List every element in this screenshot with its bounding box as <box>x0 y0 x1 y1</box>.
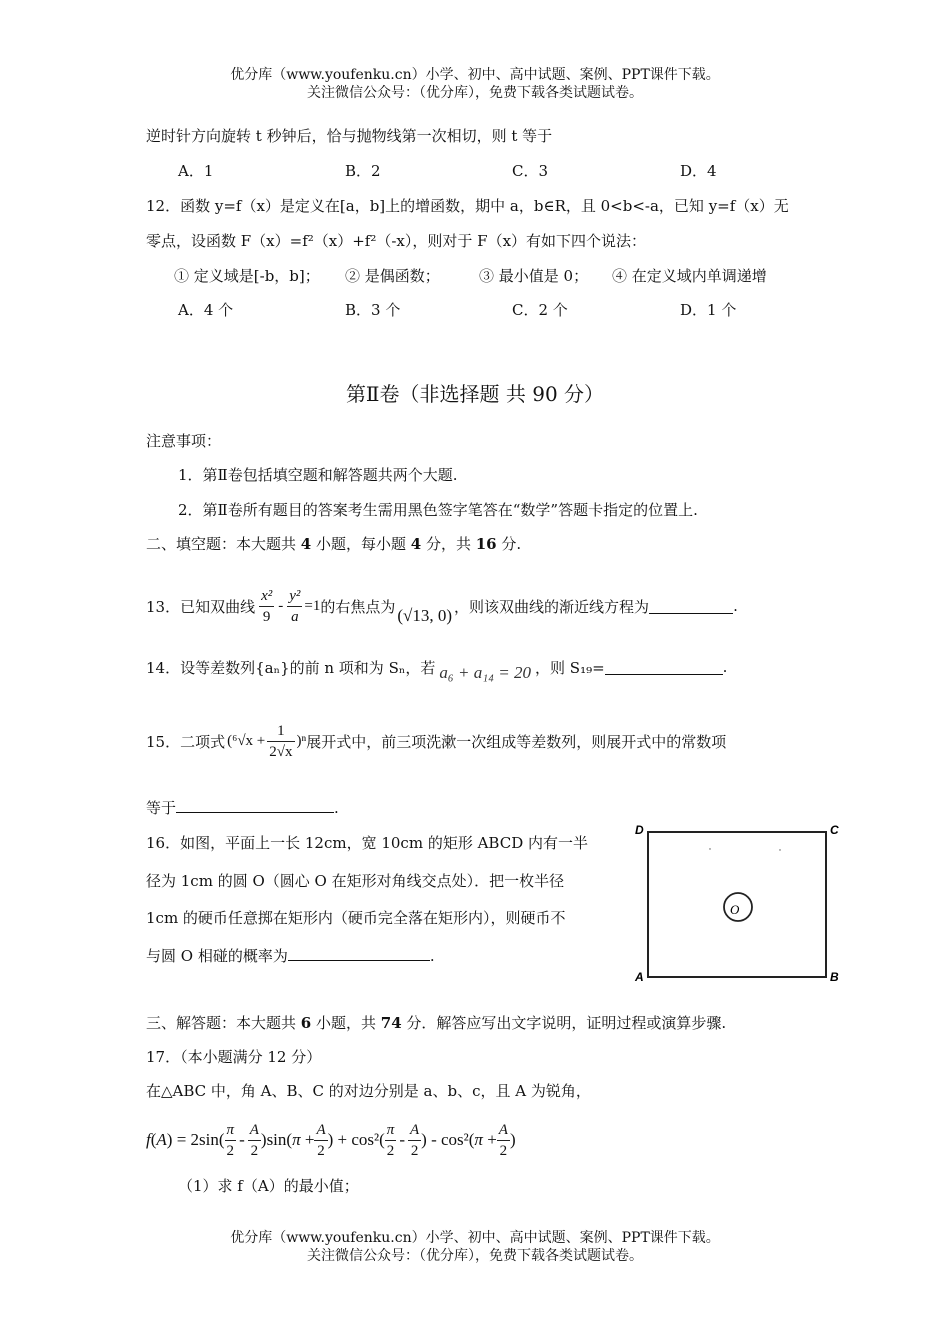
notice-label: 注意事项： <box>146 432 222 450</box>
q17-sub-1: （1）求 f（A）的最小值； <box>178 1177 359 1195</box>
label-b: B <box>830 970 839 984</box>
q16-answer-blank[interactable] <box>288 946 430 961</box>
notice-1: 1．第Ⅱ卷包括填空题和解答题共两个大题. <box>178 466 458 484</box>
label-d: D <box>635 823 644 837</box>
q14-answer-blank[interactable] <box>605 660 723 675</box>
footer-line-1: 优分库（www.youfenku.cn）小学、初中、高中试题、案例、PPT课件下载。 <box>230 1230 720 1246</box>
q17-intro: 在△ABC 中，角 A、B、C 的对边分别是 a、b、c，且 A 为锐角， <box>146 1082 591 1100</box>
q15-fraction: $\frac{1}{2√x}$ <box>269 722 293 760</box>
q15-expr-right: )ⁿ <box>296 732 307 749</box>
q14-text-post: ，则 S₁₉= <box>535 658 605 677</box>
notice-2: 2．第Ⅱ卷所有题目的答案考生需用黑色签字笔答在“数学”答题卡指定的位置上. <box>178 501 698 519</box>
q16-line-4: 与圆 O 相碰的概率为 . <box>146 947 435 965</box>
q12-line-1: 12．函数 y=f（x）是定义在[a，b]上的增函数，期中 a，b∈R，且 0<b<-a，已知 y=f（x）无 <box>146 197 789 215</box>
q11-option-c: C．3 <box>512 162 549 180</box>
q13-text-pre: 13．已知双曲线 <box>146 597 256 616</box>
rectangle-figure <box>632 822 846 984</box>
q12-statement-2: ② 是偶函数； <box>345 267 440 285</box>
q12-statement-3: ③ 最小值是 0； <box>479 267 589 285</box>
label-c: C <box>830 823 839 837</box>
q14: 14．设等差数列{aₙ}的前 n 项和为 Sₙ，若 a₆ + a₁₄ = 20 ，则 S₁₉= . <box>146 658 728 682</box>
q17-title: 17．（本小题满分 12 分） <box>146 1048 322 1066</box>
formula-frac-6: $\frac{A}{2}$ <box>498 1121 508 1159</box>
q17-formula: f(A) = 2sin( $\frac{\pi}{2}$ - $\frac{A}{2}$ )sin(π + $\frac{A}{2}$ ) + cos²( $\frac{\pi}{2}$ - $\frac{A}{2}$ ) - cos²(π + $\frac{A}{2}$ ) <box>146 1121 516 1159</box>
label-a: A <box>635 970 644 984</box>
q11-option-a: A．1 <box>178 162 214 180</box>
section2-heading: 二、填空题：本大题共 4 小题，每小题 4 分，共 16 分. <box>146 535 522 553</box>
q12-option-c: C．2 个 <box>512 301 568 319</box>
q16-line-1: 16．如图，平面上一长 12cm，宽 10cm 的矩形 ABCD 内有一半 <box>146 834 588 852</box>
q15 <box>146 716 726 766</box>
q15-text-pre: 15．二项式 <box>146 732 226 751</box>
q11-option-d: D．4 <box>680 162 717 180</box>
q13-fraction-y: $\frac{\text{y²}}{a}$ <box>289 587 301 625</box>
header-line-1: 优分库（www.youfenku.cn）小学、初中、高中试题、案例、PPT课件下载。 <box>230 67 720 83</box>
q13-fraction-x: $\frac{\text{x²}}{9}$ <box>261 587 273 625</box>
q15-text-post: 展开式中，前三项洗漱一次组成等差数列，则展开式中的常数项 <box>306 732 727 751</box>
formula-frac-3: $\frac{A}{2}$ <box>316 1121 326 1159</box>
q12-statement-1: ① 定义域是[-b，b]； <box>174 267 320 285</box>
q14-expr: a₆ + a₁₄ = 20 <box>439 663 532 682</box>
part2-title: 第Ⅱ卷（非选择题 共 90 分） <box>345 382 605 406</box>
header-line-2: 关注微信公众号：（优分库），免费下载各类试题试卷。 <box>307 85 643 101</box>
q16-line-3: 1cm 的硬币任意掷在矩形内（硬币完全落在矩形内），则硬币不 <box>146 909 566 927</box>
formula-frac-4: $\frac{\pi}{2}$ <box>386 1121 395 1159</box>
q15-line-2: 等于 . <box>146 799 339 817</box>
q13-point: (√13, 0) <box>397 606 453 625</box>
q12-option-a: A．4 个 <box>178 301 234 319</box>
formula-frac-2: $\frac{A}{2}$ <box>249 1121 259 1159</box>
label-o: O <box>730 902 740 917</box>
q11-continuation: 逆时针方向旋转 t 秒钟后，恰与抛物线第一次相切，则 t 等于 <box>146 127 553 145</box>
q15-answer-blank[interactable] <box>176 798 334 813</box>
q12-option-d: D．1 个 <box>680 301 737 319</box>
q15-expr-left: (⁶√x + <box>227 732 266 749</box>
q11-option-b: B．2 <box>345 162 381 180</box>
section3-heading: 三、解答题：本大题共 6 小题，共 74 分．解答应写出文字说明，证明过程或演算步骤. <box>146 1014 727 1032</box>
formula-frac-1: $\frac{\pi}{2}$ <box>226 1121 235 1159</box>
q12-statement-4: ④ 在定义域内单调递增 <box>612 267 767 285</box>
q14-text-pre: 14．设等差数列{aₙ}的前 n 项和为 Sₙ，若 <box>146 658 436 677</box>
q13: 13．已知双曲线 $\frac{\text{x²}}{9}$ - $\frac{\text{y²}}{a}$ =1 的右焦点为 (√13, 0) ，则该双曲线的渐近线方程为 . <box>146 587 738 625</box>
formula-frac-5: $\frac{A}{2}$ <box>409 1121 420 1159</box>
q12-line-2: 零点，设函数 F（x）=f²（x）+f²（-x），则对于 F（x）有如下四个说法： <box>146 232 647 250</box>
q13-text-mid: 的右焦点为 <box>320 597 396 616</box>
q13-answer-blank[interactable] <box>649 599 733 614</box>
q12-option-b: B．3 个 <box>345 301 401 319</box>
footer-line-2: 关注微信公众号：（优分库），免费下载各类试题试卷。 <box>307 1248 643 1264</box>
q16-line-2: 径为 1cm 的圆 O（圆心 O 在矩形对角线交点处）．把一枚半径 <box>146 872 565 890</box>
q13-text-post: ，则该双曲线的渐近线方程为 <box>454 597 650 616</box>
